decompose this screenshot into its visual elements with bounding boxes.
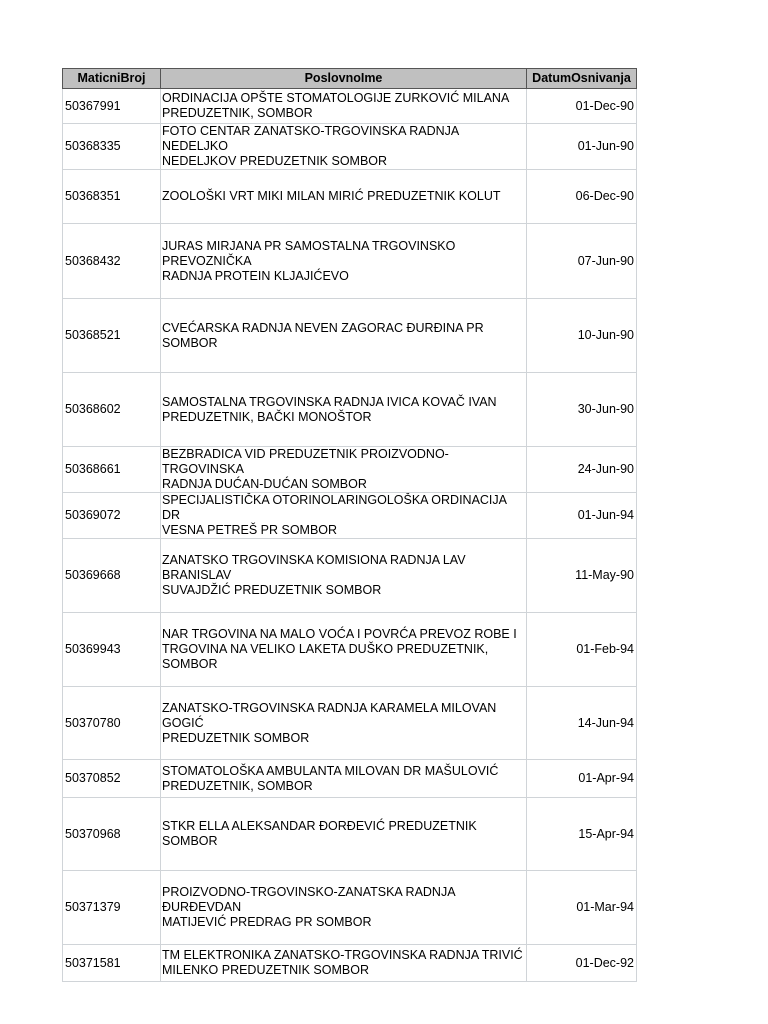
table-row	[63, 124, 637, 170]
cell-maticni-broj: 50367991	[63, 89, 161, 124]
cell-poslovno-ime-line: FOTO CENTAR ZANATSKO-TRGOVINSKA RADNJA NEDELJKO	[162, 124, 459, 153]
header-datum-osnivanja: DatumOsnivanja	[527, 69, 637, 89]
cell-datum-osnivanja: 01-Apr-94	[527, 760, 637, 798]
table-row	[63, 613, 637, 687]
cell-datum-osnivanja: 01-Dec-92	[527, 945, 637, 982]
cell-poslovno-ime-line: STOMATOLOŠKA AMBULANTA MILOVAN DR MAŠULOVIĆ	[162, 763, 499, 778]
cell-datum-osnivanja: 11-May-90	[527, 539, 637, 613]
cell-poslovno-ime-line: TRGOVINA NA VELIKO LAKETA DUŠKO PREDUZETNIK, SOMBOR	[162, 642, 489, 671]
cell-poslovno-ime-line: SPECIJALISTIČKA OTORINOLARINGOLOŠKA ORDINACIJA DR	[162, 493, 507, 522]
cell-poslovno-ime-line: MATIJEVIĆ PREDRAG PR SOMBOR	[162, 915, 372, 929]
header-maticni-broj: MaticniBroj	[63, 69, 161, 89]
cell-maticni-broj: 50368521	[63, 299, 161, 373]
cell-poslovno-ime-line: PREDUZETNIK, SOMBOR	[162, 106, 313, 120]
cell-maticni-broj: 50368351	[63, 170, 161, 224]
table-row	[63, 760, 637, 798]
cell-maticni-broj: 50370780	[63, 687, 161, 760]
cell-poslovno-ime	[161, 373, 527, 447]
cell-poslovno-ime	[161, 871, 527, 945]
cell-poslovno-ime-line: SAMOSTALNA TRGOVINSKA RADNJA IVICA KOVAČ IVAN	[162, 394, 497, 409]
cell-poslovno-ime	[161, 945, 527, 982]
cell-poslovno-ime-line: NEDELJKOV PREDUZETNIK SOMBOR	[162, 154, 388, 168]
table-row	[63, 539, 637, 613]
cell-poslovno-ime-line: MILENKO PREDUZETNIK SOMBOR	[162, 963, 369, 977]
cell-datum-osnivanja: 01-Jun-94	[527, 493, 637, 539]
cell-poslovno-ime	[161, 124, 527, 170]
cell-datum-osnivanja: 01-Jun-90	[527, 124, 637, 170]
cell-datum-osnivanja: 01-Mar-94	[527, 871, 637, 945]
table-row	[63, 373, 637, 447]
cell-maticni-broj: 50371581	[63, 945, 161, 982]
cell-poslovno-ime-line: VESNA PETREŠ PR SOMBOR	[162, 523, 338, 537]
cell-poslovno-ime-line: ZANATSKO-TRGOVINSKA RADNJA KARAMELA MILOVAN GOGIĆ	[162, 700, 497, 730]
cell-poslovno-ime	[161, 613, 527, 687]
cell-maticni-broj: 50370968	[63, 798, 161, 871]
cell-maticni-broj: 50368602	[63, 373, 161, 447]
cell-poslovno-ime	[161, 687, 527, 760]
cell-maticni-broj: 50369072	[63, 493, 161, 539]
cell-datum-osnivanja: 14-Jun-94	[527, 687, 637, 760]
cell-poslovno-ime	[161, 89, 527, 124]
table-row	[63, 871, 637, 945]
cell-poslovno-ime-line: PROIZVODNO-TRGOVINSKO-ZANATSKA RADNJA ĐURĐEVDAN	[162, 885, 455, 914]
cell-poslovno-ime	[161, 493, 527, 539]
cell-poslovno-ime	[161, 798, 527, 871]
cell-poslovno-ime-line: TM ELEKTRONIKA ZANATSKO-TRGOVINSKA RADNJA TRIVIĆ	[162, 948, 523, 962]
cell-maticni-broj: 50368335	[63, 124, 161, 170]
cell-maticni-broj: 50369943	[63, 613, 161, 687]
cell-datum-osnivanja: 10-Jun-90	[527, 299, 637, 373]
cell-poslovno-ime-line: ZANATSKO TRGOVINSKA KOMISIONA RADNJA LAV BRANISLAV	[162, 553, 466, 582]
cell-poslovno-ime	[161, 539, 527, 613]
table-row	[63, 945, 637, 982]
table-row	[63, 447, 637, 493]
cell-poslovno-ime-line: STKR ELLA ALEKSANDAR ĐORĐEVIĆ PREDUZETNIK SOMBOR	[162, 819, 477, 848]
cell-poslovno-ime-line: BEZBRADICA VID PREDUZETNIK PROIZVODNO-TRGOVINSKA	[162, 447, 449, 476]
cell-maticni-broj: 50368661	[63, 447, 161, 493]
cell-datum-osnivanja: 01-Feb-94	[527, 613, 637, 687]
cell-datum-osnivanja: 01-Dec-90	[527, 89, 637, 124]
cell-poslovno-ime-line: PREDUZETNIK, BAČKI MONOŠTOR	[162, 409, 372, 424]
table-row	[63, 89, 637, 124]
cell-datum-osnivanja: 30-Jun-90	[527, 373, 637, 447]
header-poslovno-ime: PoslovnoIme	[161, 69, 527, 89]
table-row	[63, 224, 637, 299]
cell-poslovno-ime-line: PREDUZETNIK SOMBOR	[162, 730, 310, 745]
table-row	[63, 170, 637, 224]
table-row	[63, 687, 637, 760]
cell-poslovno-ime-line: ORDINACIJA OPŠTE STOMATOLOGIJE ZURKOVIĆ MILANA	[162, 91, 510, 105]
cell-poslovno-ime-line: NAR TRGOVINA NA MALO VOĆA I POVRĆA PREVOZ ROBE I	[162, 627, 517, 641]
table-row	[63, 493, 637, 539]
cell-poslovno-ime	[161, 299, 527, 373]
cell-maticni-broj: 50370852	[63, 760, 161, 798]
table-row	[63, 299, 637, 373]
cell-poslovno-ime-line: CVEĆARSKA RADNJA NEVEN ZAGORAC ĐURĐINA PR SOMBOR	[162, 320, 484, 350]
table-body	[63, 89, 637, 982]
cell-datum-osnivanja: 06-Dec-90	[527, 170, 637, 224]
cell-poslovno-ime-line: SUVAJDŽIĆ PREDUZETNIK SOMBOR	[162, 583, 382, 597]
cell-poslovno-ime	[161, 224, 527, 299]
cell-poslovno-ime-line: RADNJA PROTEIN KLJAJIĆEVO	[162, 268, 349, 283]
table-row	[63, 798, 637, 871]
cell-datum-osnivanja: 07-Jun-90	[527, 224, 637, 299]
company-table	[62, 68, 637, 982]
cell-poslovno-ime-line: PREDUZETNIK, SOMBOR	[162, 778, 313, 793]
cell-poslovno-ime	[161, 447, 527, 493]
cell-datum-osnivanja: 24-Jun-90	[527, 447, 637, 493]
cell-datum-osnivanja: 15-Apr-94	[527, 798, 637, 871]
cell-maticni-broj: 50369668	[63, 539, 161, 613]
cell-maticni-broj: 50368432	[63, 224, 161, 299]
cell-poslovno-ime-line: RADNJA DUĆAN-DUĆAN SOMBOR	[162, 477, 367, 491]
cell-poslovno-ime	[161, 760, 527, 798]
cell-poslovno-ime	[161, 170, 527, 224]
header-row	[63, 69, 637, 89]
cell-maticni-broj: 50371379	[63, 871, 161, 945]
cell-poslovno-ime-line: JURAS MIRJANA PR SAMOSTALNA TRGOVINSKO PREVOZNIČKA	[162, 238, 456, 268]
cell-poslovno-ime-line: ZOOLOŠKI VRT MIKI MILAN MIRIĆ PREDUZETNIK KOLUT	[162, 189, 501, 203]
